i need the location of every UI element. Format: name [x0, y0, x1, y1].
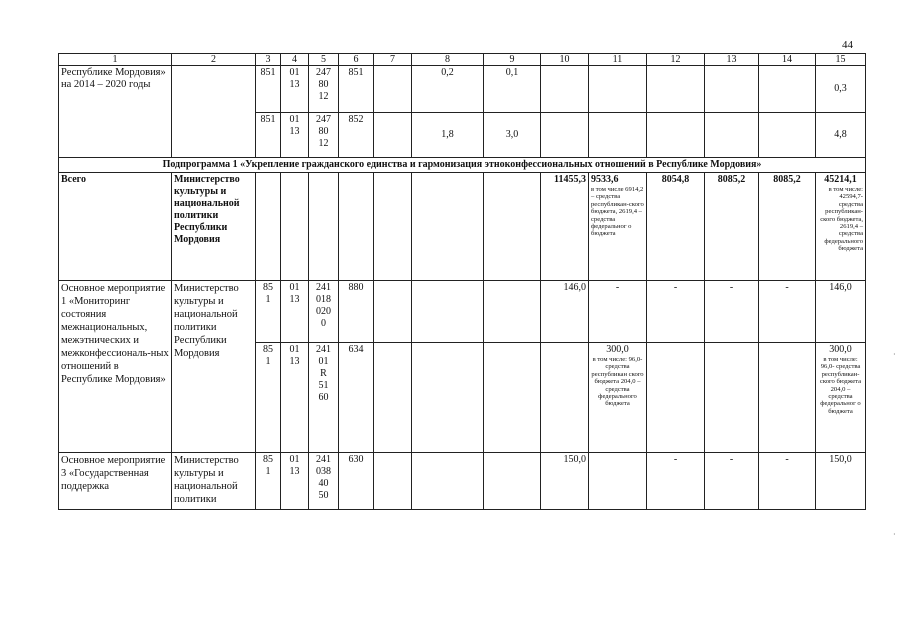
cell-c14: - [759, 281, 816, 343]
empty-cell [281, 173, 309, 281]
empty-cell [705, 66, 759, 113]
header-cell: 2 [172, 54, 256, 66]
empty-cell [541, 113, 589, 158]
cell-c15: 146,0 [816, 281, 866, 343]
cell-c9: 3,0 [484, 113, 541, 158]
ministry-cell: Министерство культуры и национальной политики Республики Мордовия [172, 173, 256, 281]
cell-c13: 8085,2 [705, 173, 759, 281]
cell-c15: 150,0 [816, 453, 866, 510]
cell-c8: 1,8 [412, 113, 484, 158]
empty-cell [484, 343, 541, 453]
cell-c11-main: 9533,6 [591, 174, 619, 185]
cell-c10: 150,0 [541, 453, 589, 510]
header-cell: 7 [374, 54, 412, 66]
header-cell: 4 [281, 54, 309, 66]
cell-c15-main: 45214,1 [824, 174, 857, 185]
cell-c5: 247 80 12 [309, 66, 339, 113]
empty-cell [541, 66, 589, 113]
empty-cell [256, 173, 281, 281]
cell-c11: - [589, 281, 647, 343]
cell-c15-main: 300,0 [829, 344, 852, 355]
header-cell: 9 [484, 54, 541, 66]
empty-cell [172, 66, 256, 158]
header-cell: 5 [309, 54, 339, 66]
table-row [59, 173, 866, 281]
table-row [59, 453, 866, 510]
empty-cell [374, 113, 412, 158]
scan-margin-mark: · [893, 350, 896, 359]
cell-c5: 241 038 40 50 [309, 453, 339, 510]
cell-c6: 852 [339, 113, 374, 158]
page-number: 44 [842, 39, 853, 51]
empty-cell [309, 173, 339, 281]
cell-c6: 880 [339, 281, 374, 343]
cell-c3: 85 1 [256, 343, 281, 453]
cell-c6: 851 [339, 66, 374, 113]
empty-cell [759, 113, 816, 158]
ministry-cell: Министерство культуры и национальной политики Республики Мордовия [172, 281, 256, 453]
empty-cell [374, 173, 412, 281]
empty-cell [647, 343, 705, 453]
cell-c3: 85 1 [256, 453, 281, 510]
cell-c12: - [647, 453, 705, 510]
budget-table [58, 53, 866, 510]
empty-cell [339, 173, 374, 281]
program-name-cell: Республике Мордовия» на 2014 – 2020 годы [59, 66, 172, 158]
empty-cell [647, 113, 705, 158]
header-cell: 10 [541, 54, 589, 66]
cell-c4: 01 13 [281, 113, 309, 158]
cell-c6: 634 [339, 343, 374, 453]
scan-margin-mark: · [893, 530, 896, 539]
table-row [59, 66, 866, 113]
activity-1-name: Основное мероприятие 1 «Мониторинг состояния межнациональных, межэтнических и межконфессиональ-ных отношений в Республике Мордовия» [59, 281, 172, 453]
empty-cell [541, 343, 589, 453]
ministry-cell: Министерство культуры и национальной политики [172, 453, 256, 510]
empty-cell [374, 453, 412, 510]
empty-cell [412, 281, 484, 343]
cell-c15-note: в том числе: 96,0- средства республикан-ского бюджета 204,0 – средства федеральног о бюджета [819, 356, 862, 415]
empty-cell [759, 66, 816, 113]
cell-c15: 0,3 [816, 66, 866, 113]
empty-cell [484, 173, 541, 281]
cell-c8: 0,2 [412, 66, 484, 113]
cell-c4: 01 13 [281, 453, 309, 510]
empty-cell [705, 343, 759, 453]
cell-c12: - [647, 281, 705, 343]
cell-c4: 01 13 [281, 343, 309, 453]
empty-cell [374, 281, 412, 343]
cell-c12: 8054,8 [647, 173, 705, 281]
header-cell: 11 [589, 54, 647, 66]
cell-c3: 85 1 [256, 281, 281, 343]
header-cell: 12 [647, 54, 705, 66]
header-cell: 6 [339, 54, 374, 66]
header-row [59, 54, 866, 66]
empty-cell [484, 281, 541, 343]
cell-c5: 247 80 12 [309, 113, 339, 158]
cell-c13: - [705, 453, 759, 510]
cell-c13: - [705, 281, 759, 343]
empty-cell [374, 66, 412, 113]
empty-cell [589, 66, 647, 113]
cell-c4: 01 13 [281, 281, 309, 343]
table-row [59, 281, 866, 343]
cell-c11-note: в том числе: 96,0- средства республикан ского бюджета 204,0 –средства федерального бюджета [591, 356, 644, 408]
cell-c11-main: 300,0 [606, 344, 629, 355]
cell-c9: 0,1 [484, 66, 541, 113]
cell-c11 [589, 173, 647, 281]
header-cell: 14 [759, 54, 816, 66]
empty-cell [412, 173, 484, 281]
header-cell: 3 [256, 54, 281, 66]
empty-cell [759, 343, 816, 453]
empty-cell [705, 113, 759, 158]
activity-3-name: Основное мероприятие 3 «Государственная поддержка [59, 453, 172, 510]
cell-c11 [589, 343, 647, 453]
cell-c6: 630 [339, 453, 374, 510]
cell-c14: 8085,2 [759, 173, 816, 281]
header-cell: 13 [705, 54, 759, 66]
cell-c10: 11455,3 [541, 173, 589, 281]
cell-c5: 241 01 R 51 60 [309, 343, 339, 453]
cell-c15: 4,8 [816, 113, 866, 158]
cell-c3: 851 [256, 66, 281, 113]
cell-c10: 146,0 [541, 281, 589, 343]
total-label: Всего [59, 173, 172, 281]
cell-c15 [816, 173, 866, 281]
empty-cell [412, 453, 484, 510]
empty-cell [647, 66, 705, 113]
cell-c14: - [759, 453, 816, 510]
cell-c15-note: в том числе: 42594,7- средства республикан-ского бюджета, 2619,4 – средства федерального бюджета [820, 186, 863, 253]
cell-c4: 01 13 [281, 66, 309, 113]
empty-cell [374, 343, 412, 453]
header-cell: 15 [816, 54, 866, 66]
subprogram-row [59, 158, 866, 173]
cell-c5: 241 018 020 0 [309, 281, 339, 343]
header-cell: 1 [59, 54, 172, 66]
empty-cell [589, 453, 647, 510]
cell-c11-note: в том числе 6914,2 – средства республикан-ского бюджета, 2619,4 – средства федеральног о бюджета [591, 186, 644, 238]
cell-c3: 851 [256, 113, 281, 158]
empty-cell [589, 113, 647, 158]
subprogram-title: Подпрограмма 1 «Укрепление гражданского единства и гармонизация этноконфессиональных отношений в Республике Мордовия» [59, 158, 866, 173]
header-cell: 8 [412, 54, 484, 66]
cell-c15 [816, 343, 866, 453]
empty-cell [484, 453, 541, 510]
empty-cell [412, 343, 484, 453]
